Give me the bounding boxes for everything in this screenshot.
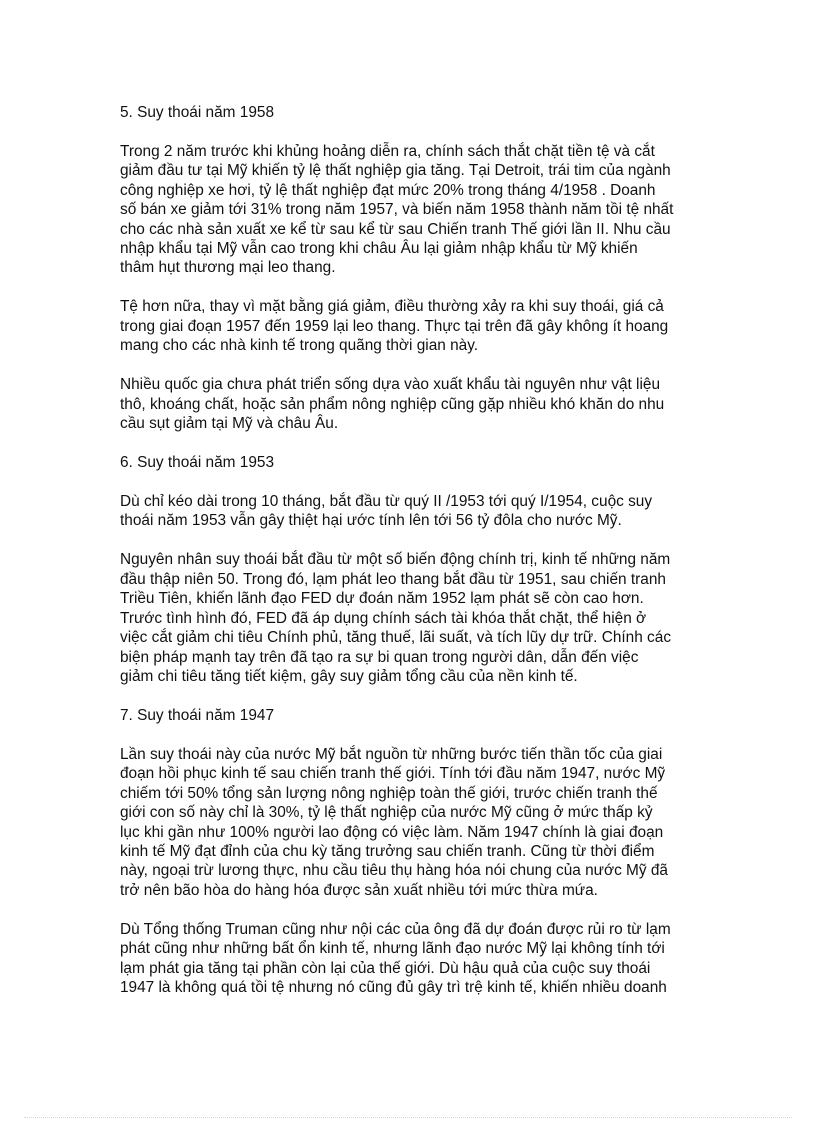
text-line: 1947 là không quá tồi tệ nhưng nó cũng đủ gây trì trệ kinh tế, khiến nhiều doanh <box>120 978 667 996</box>
section-heading: 7. Suy thoái năm 1947 <box>120 706 275 724</box>
text-line: kinh tế Mỹ đạt đỉnh của chu kỳ tăng trưởng sau chiến tranh. Cũng từ thời điểm <box>120 842 655 860</box>
text-line: phát cũng như những bất ổn kinh tế, nhưng lãnh đạo nước Mỹ lại không tính tới <box>120 940 665 958</box>
text-line: Tệ hơn nữa, thay vì mặt bằng giá giảm, điều thường xảy ra khi suy thoái, giá cả <box>120 298 664 316</box>
text-line: Dù Tổng thống Truman cũng như nội các của ông đã dự đoán được rủi ro từ lạm <box>120 920 671 938</box>
text-line: chiếm tới 50% tổng sản lượng nông nghiệp toàn thế giới, trước chiến tranh thế <box>120 784 658 802</box>
text-line: việc cắt giảm chi tiêu Chính phủ, tăng thuế, lãi suất, và tích lũy dự trữ. Chính các <box>120 629 672 647</box>
section-heading: 6. Suy thoái năm 1953 <box>120 454 275 472</box>
paragraph <box>120 550 700 686</box>
page-bottom-divider <box>24 1117 792 1118</box>
text-line: thoái năm 1953 vẫn gây thiệt hại ước tính lên tới 56 tỷ đôla cho nước Mỹ. <box>120 512 622 530</box>
text-line: số bán xe giảm tới 31% trong năm 1957, và biến năm 1958 thành năm tồi tệ nhất <box>120 201 674 219</box>
text-line: Lần suy thoái này của nước Mỹ bắt nguồn từ những bước tiến thần tốc của giai <box>120 745 663 763</box>
text-line: trở nên bão hòa do hàng hóa được sản xuất nhiều tới mức thừa mứa. <box>120 881 598 899</box>
text-line: mang cho các nhà kinh tế trong quãng thời gian này. <box>120 337 479 355</box>
text-line: Nhiều quốc gia chưa phát triển sống dựa vào xuất khẩu tài nguyên như vật liệu <box>120 376 661 394</box>
text-line: giảm đầu tư tại Mỹ khiến tỷ lệ thất nghiệp gia tăng. Tại Detroit, trái tim của ngành <box>120 162 671 180</box>
paragraph <box>120 375 700 433</box>
text-line: thâm hụt thương mại leo thang. <box>120 259 336 277</box>
paragraph <box>120 745 700 900</box>
text-line: thô, khoáng chất, hoặc sản phẩm nông nghiệp cũng gặp nhiều khó khăn do nhu <box>120 395 665 413</box>
text-line: biện pháp mạnh tay trên đã tạo ra sự bi quan trong người dân, dẫn đến việc <box>120 648 639 666</box>
paragraph <box>120 920 700 998</box>
text-line: đầu thập niên 50. Trong đó, lạm phát leo thang bắt đầu từ 1951, sau chiến tranh <box>120 570 666 588</box>
text-line: nhập khẩu tại Mỹ vẫn cao trong khi châu Âu lại giảm nhập khẩu từ Mỹ khiến <box>120 240 638 258</box>
text-line: Triều Tiên, khiến lãnh đạo FED dự đoán năm 1952 lạm phát sẽ còn cao hơn. <box>120 590 644 608</box>
text-line: trong giai đoạn 1957 đến 1959 lại leo thang. Thực tại trên đã gây không ít hoang <box>120 317 669 335</box>
text-line: giới con số này chỉ là 30%, tỷ lệ thất nghiệp của nước Mỹ cũng ở mức thấp kỷ <box>120 804 653 822</box>
text-line: giảm chi tiêu tăng tiết kiệm, gây suy giảm tổng cầu của nền kinh tế. <box>120 667 578 685</box>
document-body <box>120 103 700 1017</box>
text-line: Dù chỉ kéo dài trong 10 tháng, bắt đầu từ quý II /1953 tới quý I/1954, cuộc suy <box>120 493 653 511</box>
text-line: cho các nhà sản xuất xe kể từ sau kể từ sau Chiến tranh Thế giới lần II. Nhu cầu <box>120 220 671 238</box>
text-line: Nguyên nhân suy thoái bắt đầu từ một số biến động chính trị, kinh tế những năm <box>120 551 671 569</box>
text-line: cầu sụt giảm tại Mỹ và châu Âu. <box>120 415 339 433</box>
text-line: này, ngoại trừ lương thực, nhu cầu tiêu thụ hàng hóa nói chung của nước Mỹ đã <box>120 862 668 880</box>
paragraph <box>120 142 700 278</box>
section-heading: 5. Suy thoái năm 1958 <box>120 104 275 121</box>
text-line: lục khi gần như 100% người lao động có việc làm. Năm 1947 chính là giai đoạn <box>120 823 664 841</box>
text-line: lạm phát gia tăng tại phần còn lại của thế giới. Dù hậu quả của cuộc suy thoái <box>120 959 651 977</box>
paragraph <box>120 492 700 531</box>
text-line: Trong 2 năm trước khi khủng hoảng diễn ra, chính sách thắt chặt tiền tệ và cắt <box>120 143 655 160</box>
paragraph <box>120 297 700 355</box>
text-line: đoạn hồi phục kinh tế sau chiến tranh thế giới. Tính tới đầu năm 1947, nước Mỹ <box>120 765 666 783</box>
text-line: Trước tình hình đó, FED đã áp dụng chính sách tài khóa thắt chặt, thể hiện ở <box>120 609 647 627</box>
text-line: công nghiệp xe hơi, tỷ lệ thất nghiệp đạt mức 20% trong tháng 4/1958 . Doanh <box>120 181 656 199</box>
